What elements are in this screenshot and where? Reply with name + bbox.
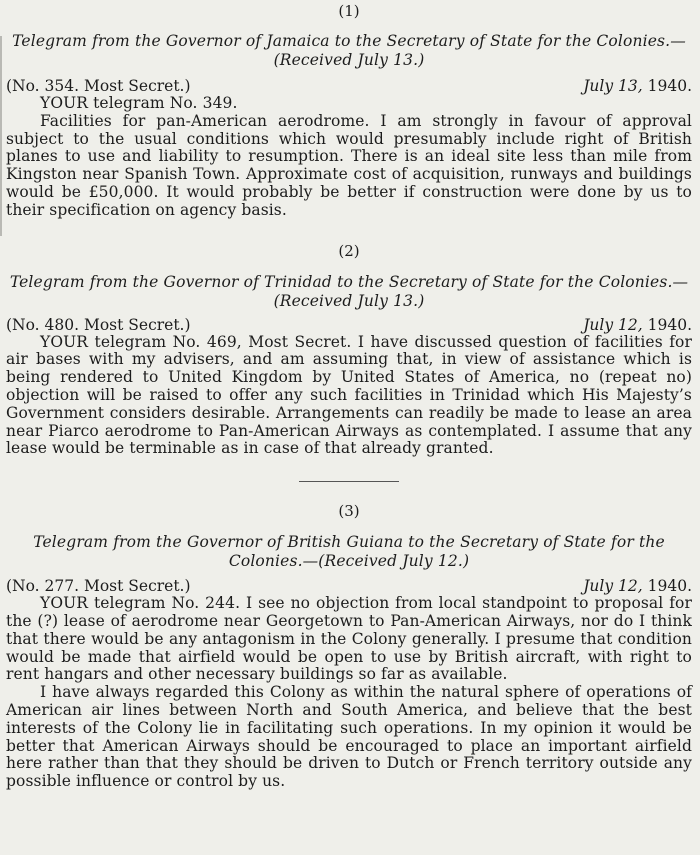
telegram-date bbox=[583, 577, 692, 595]
telegram-reference: (No. 354. Most Secret.) bbox=[6, 77, 191, 95]
telegram-title: Telegram from the Governor of Trinidad to the Secretary of State for the Colonies.—(Received July 13.) bbox=[9, 272, 689, 310]
telegram-section-2 bbox=[6, 242, 692, 459]
telegram-paragraph: I have always regarded this Colony as within the natural sphere of operations of American air lines between North and South America, and believe that the best interests of the Colony lie in facilitating such operations. In my opinion it would be better that American Airways should be encouraged to place an important airfield here rather than that they should be driven to Dutch or French territory outside any possible influence or control by us. bbox=[6, 683, 692, 791]
telegram-paragraph: YOUR telegram No. 469, Most Secret. I have discussed question of facilities for air bases with my advisers, and am assuming that, in view of assistance which is being rendered to United Kingdom by United States of America, no (repeat no) objection will be raised to offer any such facilities in Trinidad which His Majesty’s Government considers desirable. Arrangements can readily be made to lease an area near Piarco aerodrome to Pan-American Airways as contemplated. I assume that any lease would be terminable as in case of that already granted. bbox=[6, 332, 692, 458]
section-number: (2) bbox=[338, 241, 360, 260]
telegram-section-1 bbox=[6, 0, 692, 220]
telegram-reference: (No. 277. Most Secret.) bbox=[6, 577, 191, 596]
margin-rule bbox=[0, 36, 2, 236]
date-year: 1940. bbox=[647, 577, 692, 596]
telegram-section-3 bbox=[6, 502, 692, 791]
telegram-date bbox=[583, 77, 692, 95]
telegram-title: Telegram from the Governor of British Guiana to the Secretary of State for the Colonies.—(Received July 12.) bbox=[33, 533, 665, 571]
telegram-title: Telegram from the Governor of Jamaica to the Secretary of State for the Colonies.—(Received July 13.) bbox=[12, 32, 686, 69]
telegram-meta bbox=[6, 577, 692, 595]
date-year: 1940. bbox=[647, 77, 692, 95]
date-year: 1940. bbox=[647, 315, 692, 334]
section-divider bbox=[299, 481, 399, 482]
telegram-meta bbox=[6, 316, 692, 334]
date-month: July 12, bbox=[583, 577, 643, 596]
section-divider-wrap bbox=[6, 481, 692, 482]
telegram-meta bbox=[6, 77, 692, 95]
telegram-paragraph: YOUR telegram No. 244. I see no objection from local standpoint to proposal for the (?) lease of aerodrome near Georgetown to Pan-American Airways, nor do I think that there would be any antagonism in the Colony generally. I presume that condition would be made that airfield would be open to use by British aircraft, with right to rent hangars and other necessary buildings so far as available. bbox=[6, 594, 692, 684]
date-month: July 12, bbox=[583, 315, 643, 334]
telegram-paragraph: Facilities for pan-American aerodrome. I am strongly in favour of approval subject to the usual conditions which would presumably include right of British planes to use and liability to resumption. There is an ideal site less than mile from Kingston near Spanish Town. Approximate cost of acquisition, runways and buildings would be £50,000. It would probably be better if construction were done by us to their specification on agency basis. bbox=[6, 111, 692, 219]
telegram-date bbox=[583, 316, 692, 334]
date-month: July 13, bbox=[583, 77, 643, 95]
section-number: (1) bbox=[338, 2, 360, 20]
section-number: (3) bbox=[338, 502, 360, 521]
telegram-paragraph: YOUR telegram No. 349. bbox=[40, 94, 238, 112]
telegram-reference: (No. 480. Most Secret.) bbox=[6, 315, 191, 334]
